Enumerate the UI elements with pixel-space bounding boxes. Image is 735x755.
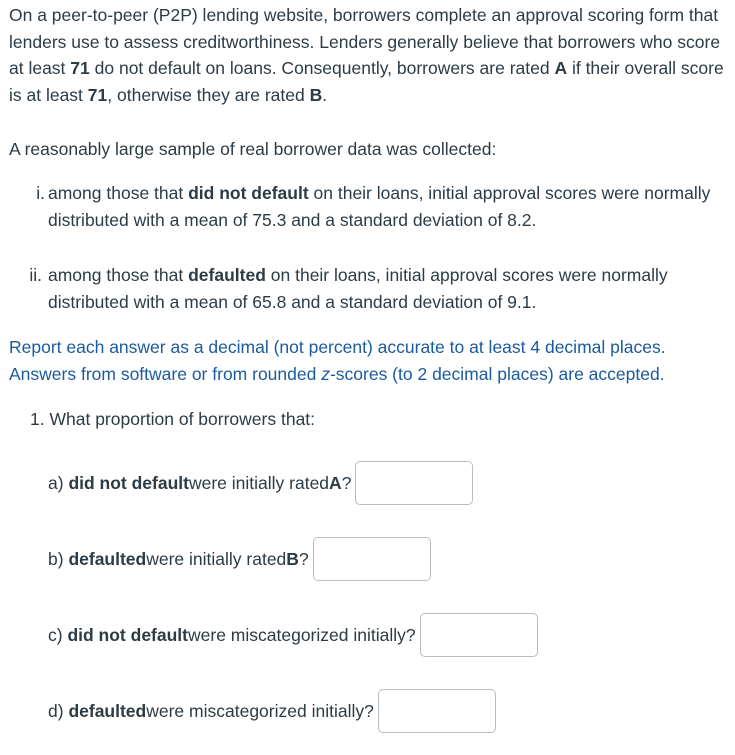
z-italic: z (321, 364, 330, 384)
condition-text-pre: among those that (48, 183, 189, 203)
threshold-value-2: 71 (87, 84, 108, 105)
item-label: d) (48, 700, 64, 721)
question-1 (30, 406, 315, 432)
item-c (48, 612, 538, 658)
condition-number: ii. (29, 265, 42, 285)
item-text: were miscategorized initially? (188, 624, 416, 645)
item-rating: A (329, 472, 342, 493)
intro-text-4: , otherwise they are rated (107, 84, 310, 105)
question-number: 1. (30, 409, 45, 429)
item-end: ? (341, 472, 352, 493)
rating-a: A (554, 58, 568, 78)
condition-defaulted (29, 262, 718, 316)
answer-input-a[interactable] (355, 461, 473, 505)
sample-text: A reasonably large sample of real borrower data was collected: (9, 139, 497, 159)
item-text: were initially rated (146, 548, 287, 569)
intro-text-2: do not default on loans. Consequently, borrowers are rated (89, 58, 555, 78)
condition-text-pre: among those that (48, 265, 189, 285)
item-text: were miscategorized initially? (146, 700, 374, 721)
condition-not-default (36, 180, 718, 234)
item-bold: did not default (68, 472, 189, 493)
item-d (48, 688, 496, 734)
answer-instructions (9, 334, 719, 388)
answer-input-b[interactable] (313, 537, 431, 581)
condition-text-post: on their loans, initial approval scores were normally distributed with a mean of 65.8 and a standard deviation of 9.1. (48, 265, 668, 312)
intro-paragraph (9, 2, 727, 108)
rating-b: B (309, 84, 323, 105)
item-label: a) (48, 472, 64, 493)
answer-input-d[interactable] (378, 689, 496, 733)
item-text: were initially rated (188, 472, 330, 493)
question-text: What proportion of borrowers that: (49, 409, 316, 429)
intro-text-5: . (322, 84, 328, 105)
item-bold: did not default (67, 624, 188, 645)
item-a (48, 460, 473, 506)
intro-text-1: On a peer-to-peer (P2P) lending website, borrowers complete an approval scoring form that lenders use to assess creditworthiness. Lenders generally believe that borrowers who score at least (9, 5, 721, 78)
intro-text-3: if their overall score is at least (9, 58, 724, 105)
item-b (48, 536, 431, 582)
answer-input-c[interactable] (420, 613, 538, 657)
instructions-line-2-pre: Answers from software or from rounded (9, 364, 322, 384)
item-label: b) (48, 548, 64, 569)
item-bold: defaulted (68, 548, 147, 569)
condition-bold: did not default (188, 183, 309, 203)
item-bold: defaulted (68, 700, 147, 721)
item-end: ? (298, 548, 309, 569)
condition-bold: defaulted (188, 265, 266, 285)
instructions-line-2-post: -scores (to 2 decimal places) are accepted. (329, 364, 665, 384)
item-label: c) (48, 624, 63, 645)
threshold-value-1: 71 (70, 58, 90, 78)
item-rating: B (286, 548, 299, 569)
condition-number: i. (36, 183, 45, 203)
instructions-line-1: Report each answer as a decimal (not percent) accurate to at least 4 decimal places. (9, 337, 666, 357)
condition-text-post: on their loans, initial approval scores were normally distributed with a mean of 75.3 and a standard deviation of 8.2. (48, 183, 711, 230)
